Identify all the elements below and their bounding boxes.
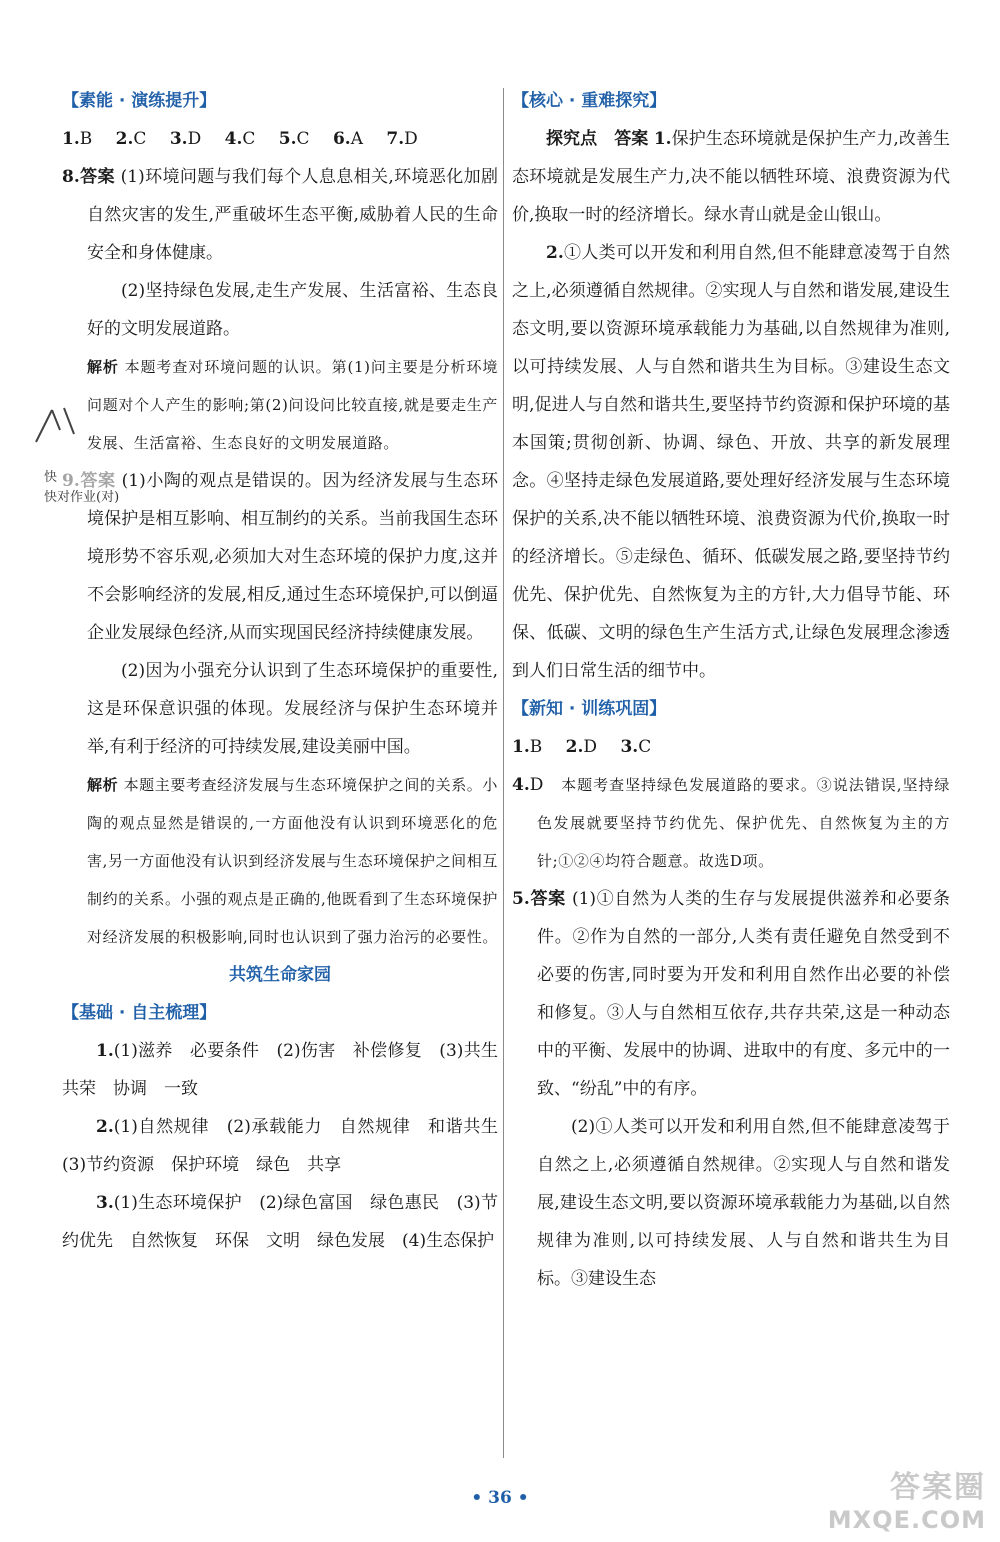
left-column bbox=[62, 82, 515, 1260]
explore-item-2: 2.①人类可以开发和利用自然,但不能肆意凌驾于自然之上,必须遵循自然规律。②实现人与自然和谐发展,建设生态文明,要以资源环境承载能力为基础,以自然规律为准则,以可持续发展、人与自然和谐共生为目标。③建设生态文明,促进人与自然和谐共生,要坚持节约资源和保护环境的基本国策;贯彻创新、协调、绿色、开放、共享的新发展理念。④坚持走绿色发展道路,要处理好经济发展与生态环境保护的关系,决不能以牺牲环境、浪费资源为代价,换取一时的经济增长。⑤走绿色、循环、低碳发展之路,要坚持节约优先、保护优先、自然恢复为主的方针,大力倡导节能、环保、低碳、文明的绿色生产生活方式,让绿色发展理念渗透到人们日常生活的细节中。 bbox=[512, 243, 950, 681]
mc-item: 4.C bbox=[224, 129, 256, 149]
basics-item-3: 3.(1)生态环境保护 (2)绿色富国 绿色惠民 (3)节约优先 自然恢复 环保 文明 绿色发展 (4)生态保护 bbox=[62, 1193, 498, 1251]
q5-answer-part2: (2)①人类可以开发和利用自然,但不能肆意凌驾于自然之上,必须遵循自然规律。②实现人与自然和谐发展,建设生态文明,要以资源环境承载能力为基础,以自然规律为准则,以可持续发展、人与自然和谐共生为目标。③建设生态 bbox=[537, 1117, 950, 1289]
q9-analysis: 解析 本题主要考查经济发展与生态环境保护之间的关系。小陶的观点显然是错误的,一方面他没有认识到环境恶化的危害,另一方面他没有认识到经济发展与生态环境保护之间相互制约的关系。小强的观点是正确的,他既看到了生态环境保护对经济发展的积极影响,同时也认识到了强力治污的必要性。 bbox=[87, 776, 498, 946]
mc-item: 1.B bbox=[512, 737, 543, 757]
mc-item: 2.D bbox=[565, 737, 598, 757]
basics-item-2: 2.(1)自然规律 (2)承载能力 自然规律 和谐共生 (3)节约资源 保护环境 绿色 共享 bbox=[62, 1117, 515, 1175]
column-divider bbox=[503, 88, 504, 1458]
explore-item-1: 探究点 答案 1.保护生态环境就是保护生产力,改善生态环境就是发展生产力,决不能以牺牲环境、浪费资源为代价,换取一时的经济增长。绿水青山就是金山银山。 bbox=[512, 129, 951, 225]
mc-item: 2.C bbox=[115, 129, 147, 149]
q8-analysis: 解析 本题考查对环境问题的认识。第(1)问主要是分析环境问题对个人产生的影响;第(2)问设问比较直接,就是要走生产发展、生活富裕、生态良好的文明发展道路。 bbox=[87, 358, 499, 452]
right-column bbox=[512, 82, 950, 1298]
section-header-training: 【新知 · 训练巩固】 bbox=[512, 699, 667, 719]
mc-item: 1.B bbox=[62, 129, 93, 149]
mc-item: 5.C bbox=[278, 129, 310, 149]
overlay-stamp: 快 快对作业(对) bbox=[44, 468, 119, 508]
section-header-basics: 【基础 · 自主梳理】 bbox=[62, 1003, 217, 1023]
site-watermark: 答案圈 MXQE.COM bbox=[827, 1470, 986, 1534]
q4-answer: 4.D 本题考查坚持绿色发展道路的要求。③说法错误,坚持绿色发展就要坚持节约优先、保护优先、自然恢复为主的方针;①②④均符合题意。故选D项。 bbox=[512, 775, 950, 870]
section-header-practice: 【素能 · 演练提升】 bbox=[62, 91, 217, 111]
mc-item: 6.A bbox=[332, 129, 363, 149]
mc-answers-row bbox=[62, 120, 498, 158]
section-header-core: 【核心 · 重难探究】 bbox=[512, 91, 667, 111]
mc-answers-row bbox=[512, 728, 950, 766]
section-title: 共筑生命家园 bbox=[229, 965, 331, 985]
q9-answer-part2: (2)因为小强充分认识到了生态环境保护的重要性,这是环保意识强的体现。发展经济与保护生态环境并举,有利于经济的可持续发展,建设美丽中国。 bbox=[87, 661, 498, 757]
mc-item: 3.D bbox=[169, 129, 202, 149]
q8-answer-part1: 8.答案 (1)环境问题与我们每个人息息相关,环境恶化加剧自然灾害的发生,严重破坏生态平衡,威胁着人民的生命安全和身体健康。 bbox=[62, 167, 499, 263]
q9-answer-part1: (1)小陶的观点是错误的。因为经济发展与生态环境保护是相互影响、相互制约的关系。当前我国生态环境形势不容乐观,必须加大对生态环境的保护力度,这并不会影响经济的发展,相反,通过生态环境保护,可以倒逼企业发展绿色经济,从而实现国民经济持续健康发展。 bbox=[87, 471, 498, 643]
q5-answer-part1: 5.答案 (1)①自然为人类的生存与发展提供滋养和必要条件。②作为自然的一部分,人类有责任避免自然受到不必要的伤害,同时要为开发和利用自然作出必要的补偿和修复。③人与自然相互依存,共存共荣,这是一种动态中的平衡、发展中的协调、进取中的有度、多元中的一致、“纷乱”中的有序。 bbox=[512, 889, 950, 1099]
basics-item-1: 1.(1)滋养 必要条件 (2)伤害 补偿修复 (3)共生共荣 协调 一致 bbox=[62, 1041, 498, 1099]
page-number: • 36 • bbox=[471, 1488, 529, 1508]
mc-item: 7.D bbox=[386, 129, 418, 149]
mc-item: 3.C bbox=[620, 737, 652, 757]
handwritten-scribble bbox=[30, 400, 90, 450]
q8-answer-part2: (2)坚持绿色发展,走生产发展、生活富裕、生态良好的文明发展道路。 bbox=[87, 281, 498, 339]
